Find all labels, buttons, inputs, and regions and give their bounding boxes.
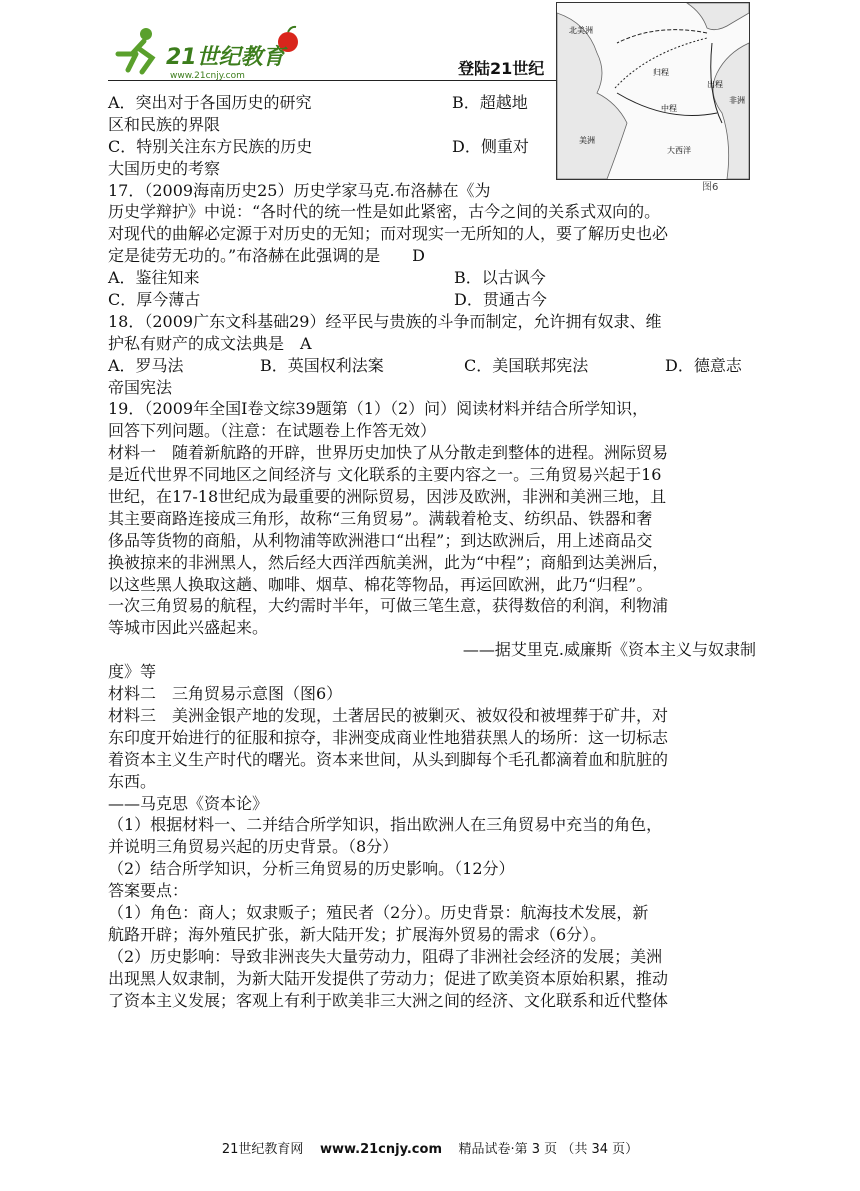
material-1-line: 换被掠来的非洲黑人，然后经大西洋西航美洲，此为“中程”；商船到达美洲后， <box>108 552 669 572</box>
sub-question-1: 并说明三角贸易兴起的历史背景。（8分） <box>108 837 399 857</box>
q17-options-cd <box>108 289 756 311</box>
site-logo <box>108 24 318 82</box>
header-text: 登陆21世纪 <box>458 59 545 78</box>
material-2: 材料二 三角贸易示意图（图6） <box>108 684 343 704</box>
q16-option-b: B．超越地 <box>452 93 528 112</box>
map-label: 北美洲 <box>569 26 593 35</box>
material-3-line: 着资本主义生产时代的曙光。资本来世间，从头到脚每个毛孔都滴着血和肮脏的 <box>108 749 669 769</box>
answer-2-line: 出现黑人奴隶制，为新大陆开发提供了劳动力；促进了欧美资本原始积累，推动 <box>108 968 669 988</box>
q17-stem: 历史学辩护》中说：“各时代的统一性是如此紧密，古今之间的关系式双向的。 <box>108 202 661 222</box>
q17-option-b: B．以古讽今 <box>454 268 546 288</box>
material-1-line: 侈品等货物的商船，从利物浦等欧洲港口“出程”；到达欧洲后，用上述商品交 <box>108 530 653 550</box>
logo-url: www.21cnjy.com <box>170 71 245 81</box>
header-divider <box>108 80 560 81</box>
q18-stem: 18．（2009广东文科基础29）经平民与贵族的斗争而制定，允许拥有奴隶、维 <box>108 311 662 331</box>
material-1-source: ——据艾里克.威廉斯《资本主义与奴隶制 <box>462 640 756 660</box>
q18-option-b: B．英国权利法案 <box>260 355 384 375</box>
q16-option-d: D．侧重对 <box>452 136 529 156</box>
q18-option-d-cont: 帝国宪法 <box>108 377 173 397</box>
q18-option-d: D．德意志 <box>665 355 742 375</box>
q16-options-ab <box>108 92 756 114</box>
map-label: 中程 <box>661 104 677 113</box>
page-footer <box>0 1138 860 1157</box>
sub-question-2: （2）结合所学知识，分析三角贸易的历史影响。（12分） <box>108 859 515 879</box>
q16-options-cd <box>108 136 756 158</box>
map-label: 非洲 <box>729 96 745 105</box>
footer-url: www.21cnjy.com <box>319 1142 442 1157</box>
logo-text: 21世纪教育 <box>166 45 285 70</box>
q16-option-d-cont: 大国历史的考察 <box>108 158 221 178</box>
footer-page: 精品试卷·第 3 页 （共 34 页） <box>458 1142 639 1157</box>
q17-option-d: D．贯通古今 <box>454 290 547 310</box>
map-label: 美洲 <box>579 136 595 145</box>
footer-site: 21世纪教育网 <box>221 1142 304 1157</box>
q17-stem: 17．（2009海南历史25）历史学家马克.布洛赫在《为 <box>108 180 491 200</box>
q17-stem: 对现代的曲解必定源于对历史的无知；而对现实一无所知的人，要了解历史也必 <box>108 224 669 244</box>
material-1-line: 等城市因此兴盛起来。 <box>108 618 269 638</box>
q17-option-c: C．厚今薄古 <box>108 290 201 310</box>
q17-option-a: A．鉴往知来 <box>108 268 200 288</box>
q17-stem: 定是徒劳无功的。”布洛赫在此强调的是 D <box>108 246 426 266</box>
logo-graphic <box>108 24 318 82</box>
q18-stem: 护私有财产的成文法典是 A <box>108 333 312 353</box>
material-1-line: 一次三角贸易的航程，大约需时半年，可做三笔生意，获得数倍的利润，利物浦 <box>108 596 669 616</box>
answer-1-line: 航路开辟；海外殖民扩张，新大陆开发；扩展海外贸易的需求（6分）。 <box>108 924 607 944</box>
q19-stem: 19．（2009年全国Ⅰ卷文综39题第（1）（2）问）阅读材料并结合所学知识， <box>108 399 649 419</box>
material-1-source-cont: 度》等 <box>108 662 157 682</box>
map-caption: 图6 <box>702 182 719 193</box>
material-1-line: 其主要商路连接成三角形，故称“三角贸易”。满载着枪支、纺织品、铁器和奢 <box>108 508 653 528</box>
map-label: 出程 <box>707 80 723 89</box>
material-1-line: 材料一 随着新航路的开辟，世界历史加快了从分散走到整体的进程。洲际贸易 <box>108 443 669 463</box>
material-1-line: 以这些黑人换取这趟、咖啡、烟草、棉花等物品，再运回欧洲，此乃“归程”。 <box>108 574 653 594</box>
answer-1-line: （1）角色：商人；奴隶贩子；殖民者（2分）。历史背景：航海技术发展，新 <box>108 902 649 922</box>
sub-question-1: （1）根据材料一、二并结合所学知识，指出欧洲人在三角贸易中充当的角色， <box>108 815 663 835</box>
q16-option-a: A．突出对于各国历史的研究 <box>108 93 312 112</box>
q16-option-b-cont: 区和民族的界限 <box>108 114 221 134</box>
answer-2-line: 了资本主义发展；客观上有利于欧美非三大洲之间的经济、文化联系和近代整体 <box>108 990 669 1010</box>
material-3-line: 东西。 <box>108 771 157 791</box>
q17-options-ab <box>108 267 756 289</box>
material-1-line: 世纪，在17-18世纪成为最重要的洲际贸易，因涉及欧洲，非洲和美洲三地，且 <box>108 487 667 507</box>
answer-title: 答案要点： <box>108 881 189 901</box>
q16-option-c: C．特别关注东方民族的历史 <box>108 136 313 156</box>
material-1-line: 是近代世界不同地区之间经济与 文化联系的主要内容之一。三角贸易兴起于16 <box>108 465 662 485</box>
material-3-line: 材料三 美洲金银产地的发现，土著居民的被剿灭、被奴役和被埋葬于矿井，对 <box>108 705 669 725</box>
q18-option-c: C．美国联邦宪法 <box>464 355 589 375</box>
document-body <box>108 92 756 1011</box>
running-figure-icon <box>118 28 152 72</box>
q18-option-a: A．罗马法 <box>108 355 184 375</box>
map-label: 归程 <box>653 68 669 77</box>
q19-stem: 回答下列问题。（注意：在试题卷上作答无效） <box>108 421 437 441</box>
map-label: 大西洋 <box>667 146 691 155</box>
answer-2-line: （2）历史影响：导致非洲丧失大量劳动力，阻碍了非洲社会经济的发展；美洲 <box>108 946 663 966</box>
material-3-source: ——马克思《资本论》 <box>108 793 269 813</box>
q18-options <box>108 355 756 377</box>
material-3-line: 东印度开始进行的征服和掠夺，非洲变成商业性地猎获黑人的场所：这一切标志 <box>108 727 669 747</box>
